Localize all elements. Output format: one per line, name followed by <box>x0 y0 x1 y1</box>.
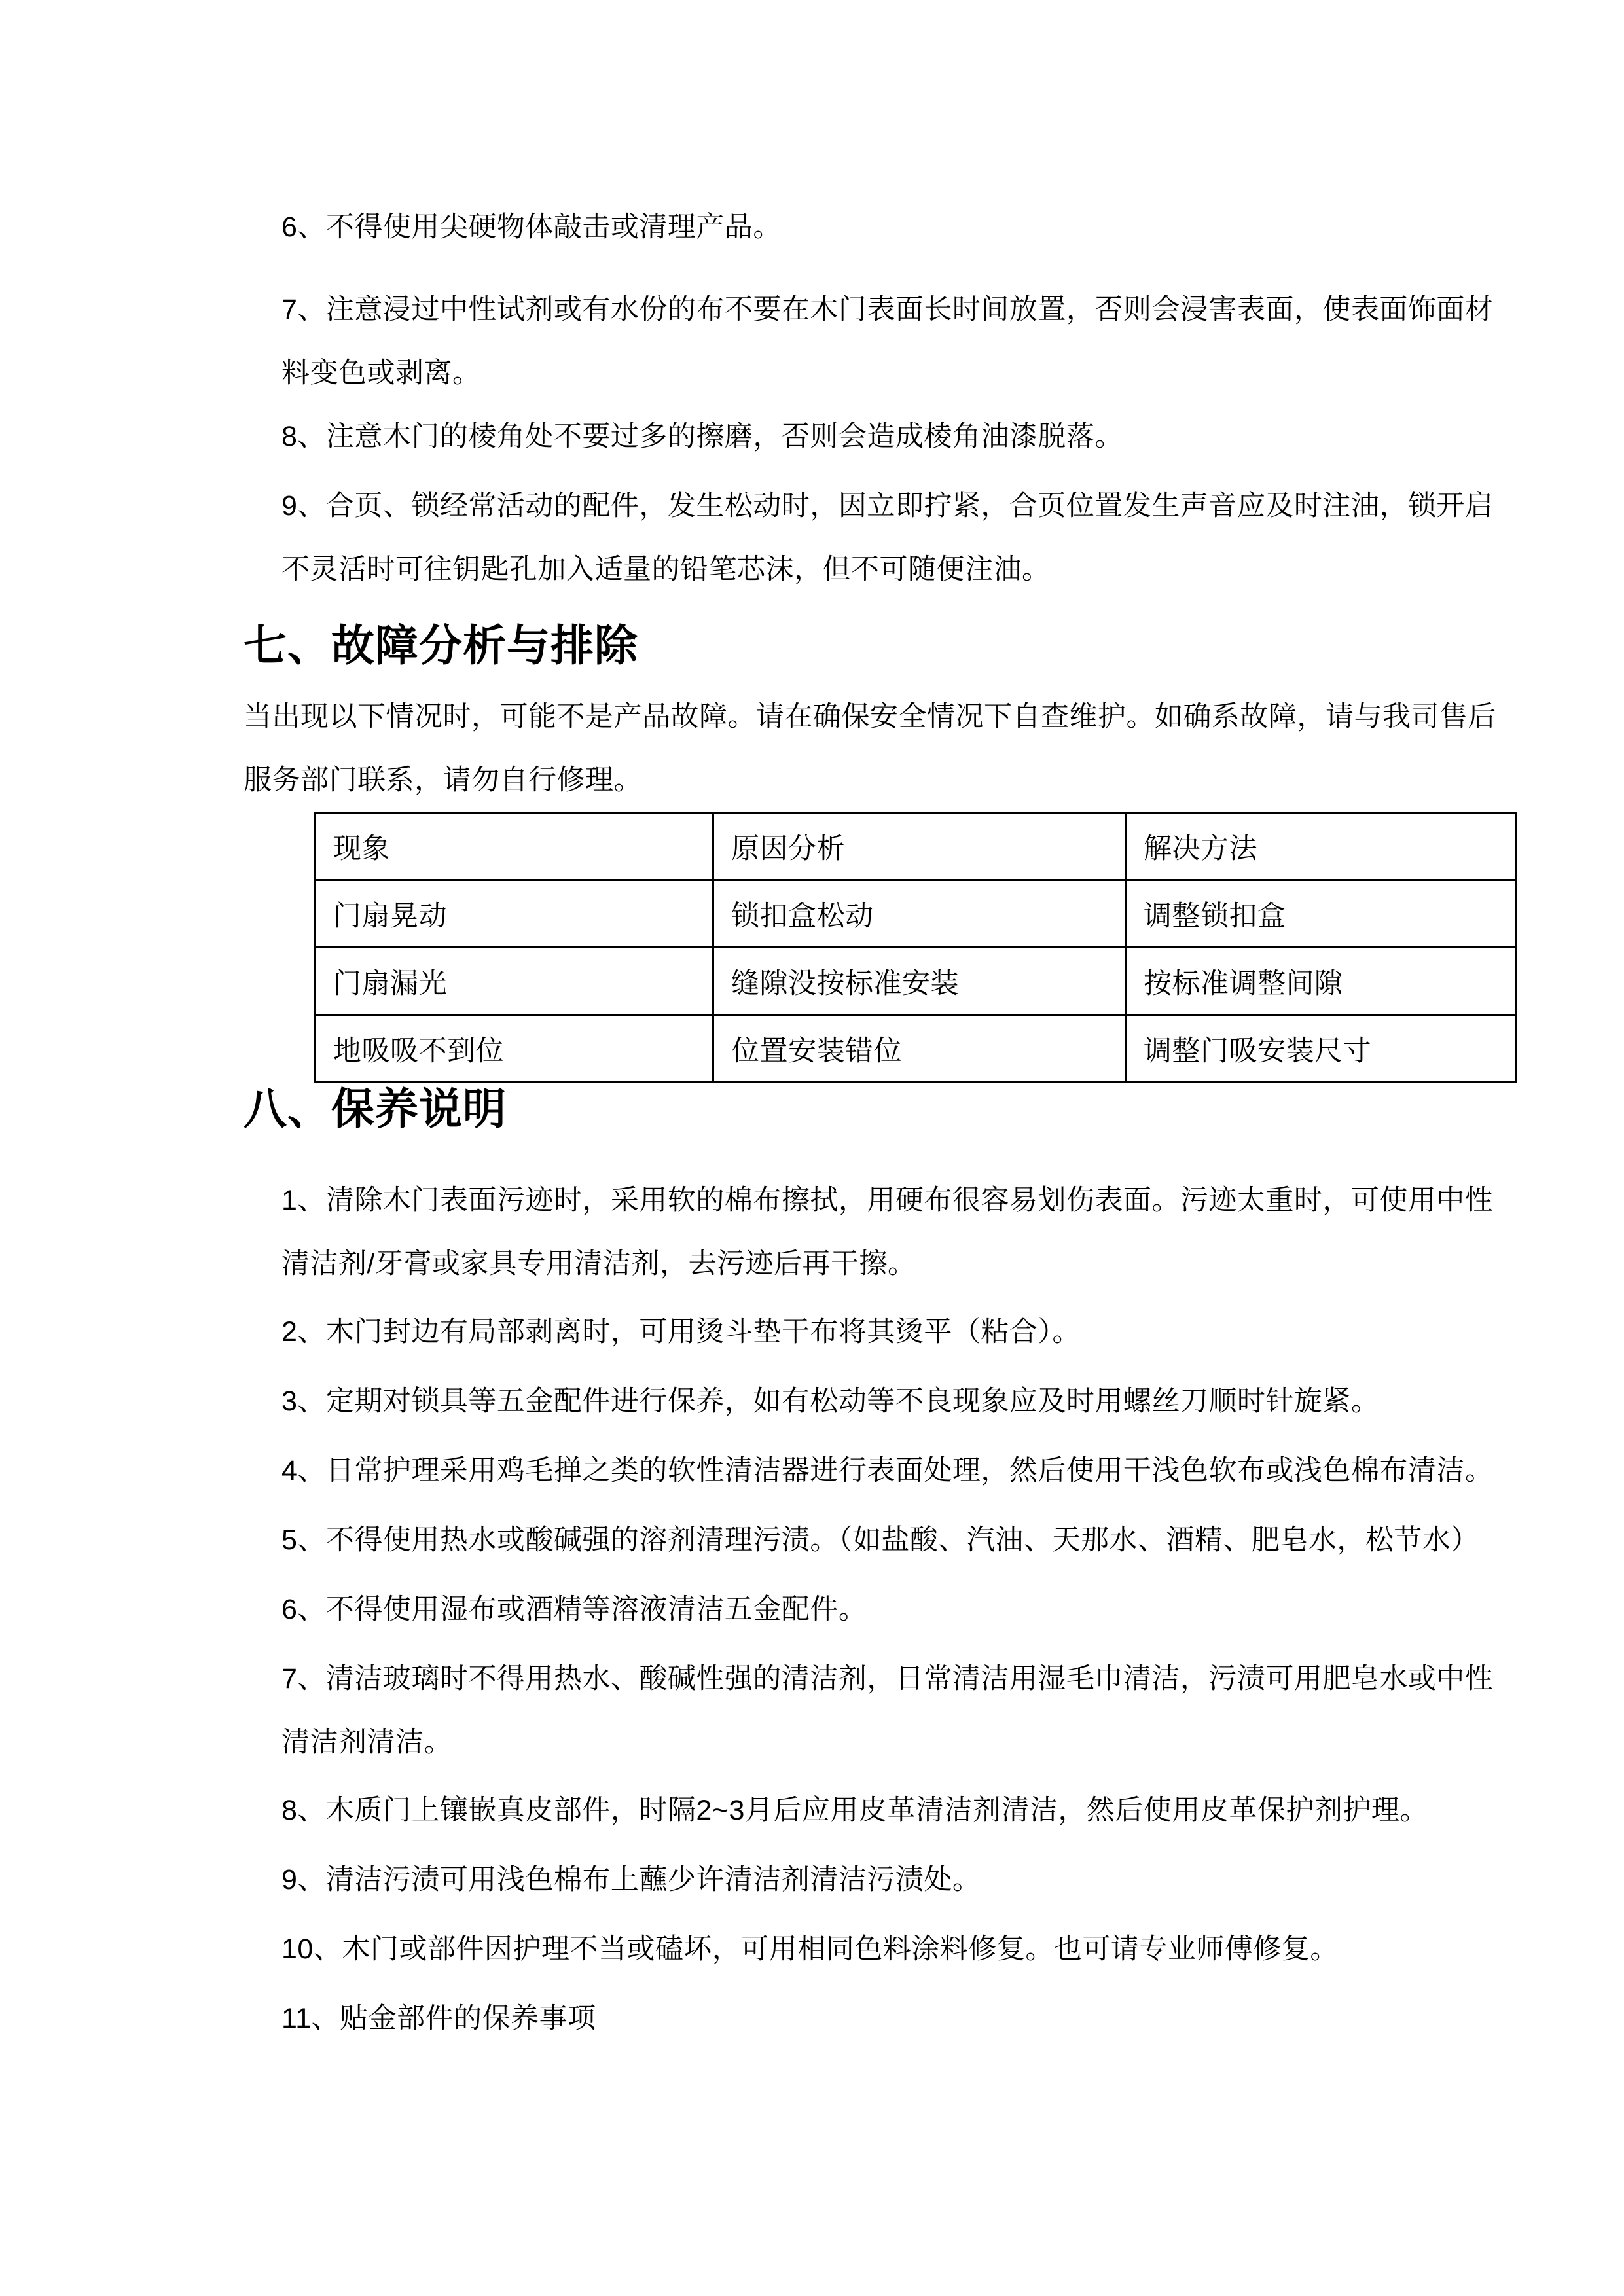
table-cell: 调整门吸安装尺寸 <box>1126 1015 1516 1083</box>
list-item-10: 10、木门或部件因护理不当或磕坏，可用相同色料涂料修复。也可请专业师傅修复。 <box>281 1933 1339 1965</box>
table-cell: 地吸吸不到位 <box>316 1015 713 1083</box>
table-header-phenomenon: 现象 <box>316 813 713 880</box>
list-item-1: 1、清除木门表面污迹时，采用软的棉布擦拭，用硬布很容易划伤表面。污迹太重时，可使用中性清洁剂/牙膏或家具专用清洁剂，去污迹后再干擦。 <box>281 1185 1494 1280</box>
list-item-6b: 6、不得使用湿布或酒精等溶液清洁五金配件。 <box>281 1594 867 1625</box>
list-item-4: 4、日常护理采用鸡毛掸之类的软性清洁器进行表面处理，然后使用干浅色软布或浅色棉布清洁。 <box>281 1455 1494 1486</box>
list-item-9b: 9、清洁污渍可用浅色棉布上蘸少许清洁剂清洁污渍处。 <box>281 1864 981 1895</box>
table-row <box>316 880 1516 948</box>
list-item-2: 2、木门封边有局部剥离时，可用烫斗垫干布将其烫平（粘合）。 <box>281 1316 1081 1348</box>
list-item-6: 6、不得使用尖硬物体敲击或清理产品。 <box>281 211 782 243</box>
table-row <box>316 1015 1516 1083</box>
table-cell: 调整锁扣盒 <box>1126 880 1516 948</box>
table-header-solution: 解决方法 <box>1126 813 1516 880</box>
list-item-5: 5、不得使用热水或酸碱强的溶剂清理污渍。（如盐酸、汽油、天那水、酒精、肥皂水，松节水） <box>281 1524 1479 1556</box>
section-8-heading: 八、保养说明 <box>244 1085 507 1133</box>
table-cell: 门扇晃动 <box>316 880 713 948</box>
list-item-7: 7、注意浸过中性试剂或有水份的布不要在木门表面长时间放置，否则会浸害表面，使表面饰面材料变色或剥离。 <box>281 294 1494 389</box>
list-item-7b: 7、清洁玻璃时不得用热水、酸碱性强的清洁剂，日常清洁用湿毛巾清洁，污渍可用肥皂水或中性清洁剂清洁。 <box>281 1663 1494 1758</box>
table-cell: 按标准调整间隙 <box>1126 948 1516 1015</box>
table-header-cause: 原因分析 <box>713 813 1126 880</box>
list-item-9: 9、合页、锁经常活动的配件，发生松动时，因立即拧紧，合页位置发生声音应及时注油，锁开启不灵活时可往钥匙孔加入适量的铅笔芯沫，但不可随便注油。 <box>281 490 1494 585</box>
table-row <box>316 948 1516 1015</box>
list-item-11: 11、贴金部件的保养事项 <box>281 2003 596 2034</box>
list-item-8b: 8、木质门上镶嵌真皮部件，时隔2~3月后应用皮革清洁剂清洁，然后使用皮革保护剂护理。 <box>281 1795 1428 1826</box>
table-cell: 位置安装错位 <box>713 1015 1126 1083</box>
list-item-3: 3、定期对锁具等五金配件进行保养，如有松动等不良现象应及时用螺丝刀顺时针旋紧。 <box>281 1386 1380 1417</box>
table-cell: 门扇漏光 <box>316 948 713 1015</box>
troubleshooting-table <box>314 812 1517 1083</box>
list-item-8: 8、注意木门的棱角处不要过多的擦磨，否则会造成棱角油漆脱落。 <box>281 421 1123 452</box>
table-cell: 锁扣盒松动 <box>713 880 1126 948</box>
section-7-heading: 七、故障分析与排除 <box>244 621 638 670</box>
table-header-row <box>316 813 1516 880</box>
section-7-intro: 当出现以下情况时，可能不是产品故障。请在确保安全情况下自查维护。如确系故障，请与我司售后服务部门联系，请勿自行修理。 <box>244 701 1496 796</box>
table-cell: 缝隙没按标准安装 <box>713 948 1126 1015</box>
